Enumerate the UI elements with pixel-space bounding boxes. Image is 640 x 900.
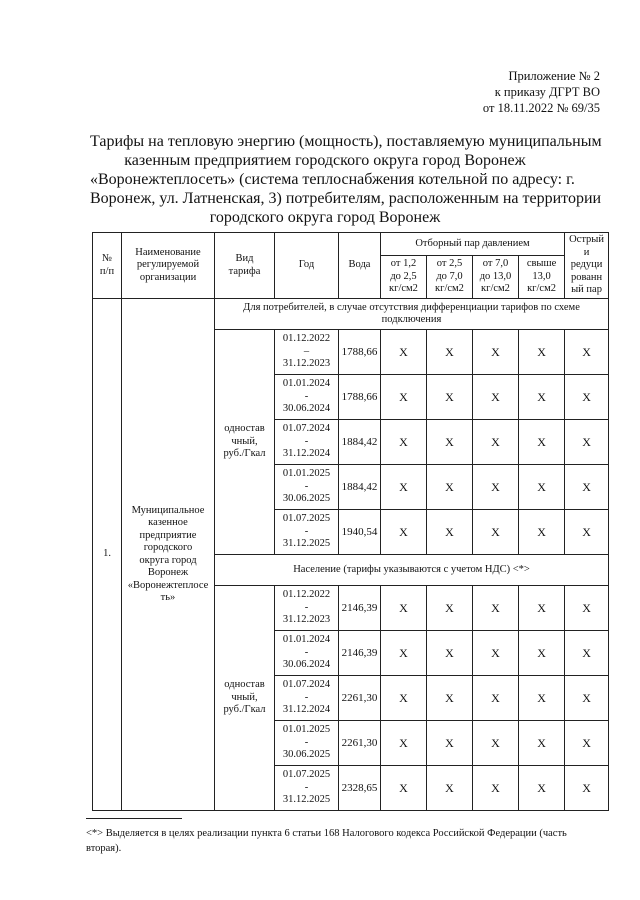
period-cell-line: - bbox=[304, 525, 309, 537]
tariff-kind-line: руб./Гкал bbox=[223, 704, 266, 716]
attachment-line: Приложение № 2 bbox=[508, 69, 600, 83]
header-number-line: п/п bbox=[99, 265, 115, 277]
not-applicable-mark: Х bbox=[565, 766, 609, 811]
not-applicable-mark: Х bbox=[473, 330, 519, 375]
header-sharp-steam bbox=[565, 233, 609, 299]
period-cell-line: 31.12.2025 bbox=[282, 538, 331, 550]
period-cell-line: - bbox=[304, 480, 309, 492]
not-applicable-mark: Х bbox=[381, 721, 427, 766]
footnote bbox=[86, 826, 586, 856]
period-cell-line: - bbox=[304, 736, 309, 748]
water-tariff: 2261,30 bbox=[339, 721, 381, 766]
header-steam-pressure bbox=[519, 256, 565, 299]
not-applicable-mark: Х bbox=[519, 631, 565, 676]
header-sharp-steam-line: редуци bbox=[570, 259, 603, 271]
not-applicable-mark: Х bbox=[381, 510, 427, 555]
period-cell-line: - bbox=[304, 781, 309, 793]
period-cell bbox=[275, 586, 339, 631]
footnote-line: <*> Выделяется в целях реализации пункта 6 статьи 168 Налогового кодекса Российской Федерации (часть bbox=[86, 828, 567, 839]
header-steam-pressure-line: до 7,0 bbox=[436, 270, 463, 282]
period-cell-line: 01.12.2022 bbox=[282, 589, 331, 601]
header-sharp-steam-line: рованн bbox=[570, 271, 603, 283]
header-steam-pressure bbox=[427, 256, 473, 299]
not-applicable-mark: Х bbox=[381, 375, 427, 420]
tariff-kind bbox=[215, 330, 275, 555]
header-organization-line: Наименование bbox=[135, 246, 201, 258]
not-applicable-mark: Х bbox=[381, 676, 427, 721]
header-steam-group: Отборный пар давлением bbox=[381, 233, 565, 256]
tariff-kind-line: чный, bbox=[231, 435, 258, 447]
section-title bbox=[215, 299, 609, 330]
not-applicable-mark: Х bbox=[565, 375, 609, 420]
not-applicable-mark: Х bbox=[519, 375, 565, 420]
organization-name bbox=[122, 299, 215, 811]
header-sharp-steam-line: и bbox=[583, 246, 590, 258]
header-organization-line: регулируемой bbox=[136, 259, 200, 271]
not-applicable-mark: Х bbox=[427, 676, 473, 721]
not-applicable-mark: Х bbox=[565, 510, 609, 555]
header-steam-pressure-line: от 7,0 bbox=[482, 258, 509, 270]
period-cell bbox=[275, 465, 339, 510]
not-applicable-mark: Х bbox=[473, 510, 519, 555]
header-steam-pressure-line: кг/см2 bbox=[527, 283, 556, 295]
not-applicable-mark: Х bbox=[381, 420, 427, 465]
not-applicable-mark: Х bbox=[427, 766, 473, 811]
period-cell-line: 31.12.2025 bbox=[282, 794, 331, 806]
not-applicable-mark: Х bbox=[473, 676, 519, 721]
organization-name-line: предприятие bbox=[139, 529, 197, 541]
not-applicable-mark: Х bbox=[473, 465, 519, 510]
not-applicable-mark: Х bbox=[565, 420, 609, 465]
water-tariff: 1940,54 bbox=[339, 510, 381, 555]
period-cell-line: 30.06.2025 bbox=[282, 749, 331, 761]
not-applicable-mark: Х bbox=[565, 676, 609, 721]
period-cell bbox=[275, 510, 339, 555]
header-water: Вода bbox=[339, 233, 381, 299]
water-tariff: 2146,39 bbox=[339, 586, 381, 631]
section-title-line: подключения bbox=[381, 314, 442, 325]
period-cell bbox=[275, 631, 339, 676]
not-applicable-mark: Х bbox=[427, 420, 473, 465]
not-applicable-mark: Х bbox=[473, 586, 519, 631]
header-steam-pressure-line: до 13,0 bbox=[479, 270, 512, 282]
tariff-kind-line: одностав bbox=[224, 679, 265, 691]
header-steam-pressure-line: свыше bbox=[526, 258, 557, 270]
period-cell-line: - bbox=[304, 390, 309, 402]
header-steam-pressure-line: 13,0 bbox=[532, 270, 551, 282]
header-steam-pressure-line: кг/см2 bbox=[389, 283, 418, 295]
header-organization bbox=[122, 233, 215, 299]
header-sharp-steam-line: ый пар bbox=[571, 284, 602, 296]
title-line: городского округа город Воронеж bbox=[209, 209, 441, 226]
header-steam-pressure-line: кг/см2 bbox=[481, 283, 510, 295]
period-cell-line: 01.07.2025 bbox=[282, 513, 331, 525]
period-cell-line: 30.06.2024 bbox=[282, 403, 331, 415]
period-cell-line: 01.01.2025 bbox=[282, 468, 331, 480]
not-applicable-mark: Х bbox=[473, 631, 519, 676]
tariff-table bbox=[92, 232, 609, 811]
not-applicable-mark: Х bbox=[565, 721, 609, 766]
header-steam-pressure bbox=[473, 256, 519, 299]
header-steam-pressure-line: до 2,5 bbox=[390, 270, 417, 282]
period-cell-line: 01.01.2024 bbox=[282, 634, 331, 646]
footnote-separator bbox=[86, 818, 182, 819]
not-applicable-mark: Х bbox=[427, 631, 473, 676]
row-number: 1. bbox=[93, 299, 122, 811]
header-steam-pressure-line: от 2,5 bbox=[436, 258, 463, 270]
not-applicable-mark: Х bbox=[381, 766, 427, 811]
not-applicable-mark: Х bbox=[381, 586, 427, 631]
not-applicable-mark: Х bbox=[427, 330, 473, 375]
water-tariff: 1884,42 bbox=[339, 420, 381, 465]
header-number bbox=[93, 233, 122, 299]
not-applicable-mark: Х bbox=[473, 766, 519, 811]
period-cell-line: 01.01.2025 bbox=[282, 724, 331, 736]
attachment-line: от 18.11.2022 № 69/35 bbox=[482, 101, 600, 115]
period-cell-line: 01.01.2024 bbox=[282, 378, 331, 390]
footnote-line: вторая). bbox=[86, 843, 122, 854]
not-applicable-mark: Х bbox=[519, 586, 565, 631]
not-applicable-mark: Х bbox=[565, 586, 609, 631]
period-cell-line: 31.12.2024 bbox=[282, 704, 331, 716]
period-cell bbox=[275, 420, 339, 465]
not-applicable-mark: Х bbox=[427, 510, 473, 555]
not-applicable-mark: Х bbox=[519, 766, 565, 811]
header-sharp-steam-line: Острый bbox=[569, 234, 604, 246]
period-cell-line: - bbox=[304, 601, 309, 613]
not-applicable-mark: Х bbox=[519, 510, 565, 555]
not-applicable-mark: Х bbox=[565, 465, 609, 510]
period-cell bbox=[275, 375, 339, 420]
header-tariff-kind-line: Вид bbox=[235, 253, 254, 264]
organization-name-line: «Воронежтеплосе bbox=[127, 579, 209, 591]
period-cell bbox=[275, 676, 339, 721]
water-tariff: 1788,66 bbox=[339, 330, 381, 375]
section-row bbox=[93, 299, 609, 330]
tariff-kind bbox=[215, 586, 275, 811]
water-tariff: 1788,66 bbox=[339, 375, 381, 420]
header-steam-pressure-line: от 1,2 bbox=[390, 258, 417, 270]
water-tariff: 1884,42 bbox=[339, 465, 381, 510]
period-cell-line: 31.12.2023 bbox=[282, 614, 331, 626]
organization-name-line: Муниципальное bbox=[131, 504, 205, 516]
organization-name-line: казенное bbox=[148, 517, 188, 528]
header-tariff-kind-line: тарифа bbox=[228, 265, 261, 277]
period-cell-line: - bbox=[304, 691, 309, 703]
not-applicable-mark: Х bbox=[473, 420, 519, 465]
period-cell-line: 01.07.2024 bbox=[282, 679, 331, 691]
section-title-line: Для потребителей, в случае отсутствия дифференциации тарифов по схеме bbox=[243, 301, 580, 313]
period-cell-line: - bbox=[304, 646, 309, 658]
period-cell-line: 01.07.2025 bbox=[282, 769, 331, 781]
not-applicable-mark: Х bbox=[473, 721, 519, 766]
tariff-kind-line: одностав bbox=[224, 423, 265, 435]
period-cell-line: 01.07.2024 bbox=[282, 423, 331, 435]
not-applicable-mark: Х bbox=[519, 721, 565, 766]
title-line: Тарифы на тепловую энергию (мощность), поставляемую муниципальным bbox=[90, 133, 602, 150]
not-applicable-mark: Х bbox=[427, 721, 473, 766]
organization-name-line: округа город bbox=[139, 554, 197, 566]
period-cell-line: - bbox=[304, 435, 309, 447]
header-number-line: № bbox=[101, 253, 113, 264]
not-applicable-mark: Х bbox=[519, 420, 565, 465]
header-steam-pressure bbox=[381, 256, 427, 299]
section-title bbox=[215, 555, 609, 586]
organization-name-line: Воронеж bbox=[147, 567, 189, 578]
water-tariff: 2146,39 bbox=[339, 631, 381, 676]
document-title bbox=[90, 132, 602, 227]
not-applicable-mark: Х bbox=[427, 465, 473, 510]
not-applicable-mark: Х bbox=[381, 465, 427, 510]
tariff-kind-line: чный, bbox=[231, 691, 258, 703]
title-line: казенным предприятием городского округа город Воронеж bbox=[124, 152, 526, 169]
not-applicable-mark: Х bbox=[519, 330, 565, 375]
not-applicable-mark: Х bbox=[381, 631, 427, 676]
title-line: «Воронежтеплосеть» (система теплоснабжения котельной по адресу: г. bbox=[90, 171, 575, 188]
header-organization-line: организации bbox=[139, 271, 197, 283]
period-cell-line: 01.12.2022 bbox=[282, 333, 331, 345]
organization-name-line: ть» bbox=[160, 592, 176, 603]
period-cell-line: 30.06.2025 bbox=[282, 493, 331, 505]
title-line: Воронеж, ул. Латненская, 3) потребителям, расположенным на территории bbox=[90, 190, 602, 207]
period-cell bbox=[275, 766, 339, 811]
not-applicable-mark: Х bbox=[381, 330, 427, 375]
header-tariff-kind bbox=[215, 233, 275, 299]
attachment-line: к приказу ДГРТ ВО bbox=[494, 85, 600, 99]
period-cell bbox=[275, 721, 339, 766]
not-applicable-mark: Х bbox=[565, 631, 609, 676]
period-cell-line: 31.12.2023 bbox=[282, 358, 331, 370]
period-cell bbox=[275, 330, 339, 375]
header-year: Год bbox=[275, 233, 339, 299]
period-cell-line: – bbox=[303, 345, 310, 357]
period-cell-line: 30.06.2024 bbox=[282, 659, 331, 671]
attachment-block bbox=[340, 68, 600, 116]
not-applicable-mark: Х bbox=[565, 330, 609, 375]
not-applicable-mark: Х bbox=[519, 676, 565, 721]
not-applicable-mark: Х bbox=[427, 586, 473, 631]
header-row bbox=[93, 233, 609, 256]
water-tariff: 2261,30 bbox=[339, 676, 381, 721]
water-tariff: 2328,65 bbox=[339, 766, 381, 811]
organization-name-line: городского bbox=[143, 542, 193, 553]
not-applicable-mark: Х bbox=[473, 375, 519, 420]
not-applicable-mark: Х bbox=[427, 375, 473, 420]
period-cell-line: 31.12.2024 bbox=[282, 448, 331, 460]
header-steam-pressure-line: кг/см2 bbox=[435, 283, 464, 295]
tariff-kind-line: руб./Гкал bbox=[223, 448, 266, 460]
section-title-line: Население (тарифы указываются с учетом НДС) <*> bbox=[293, 563, 530, 575]
not-applicable-mark: Х bbox=[519, 465, 565, 510]
